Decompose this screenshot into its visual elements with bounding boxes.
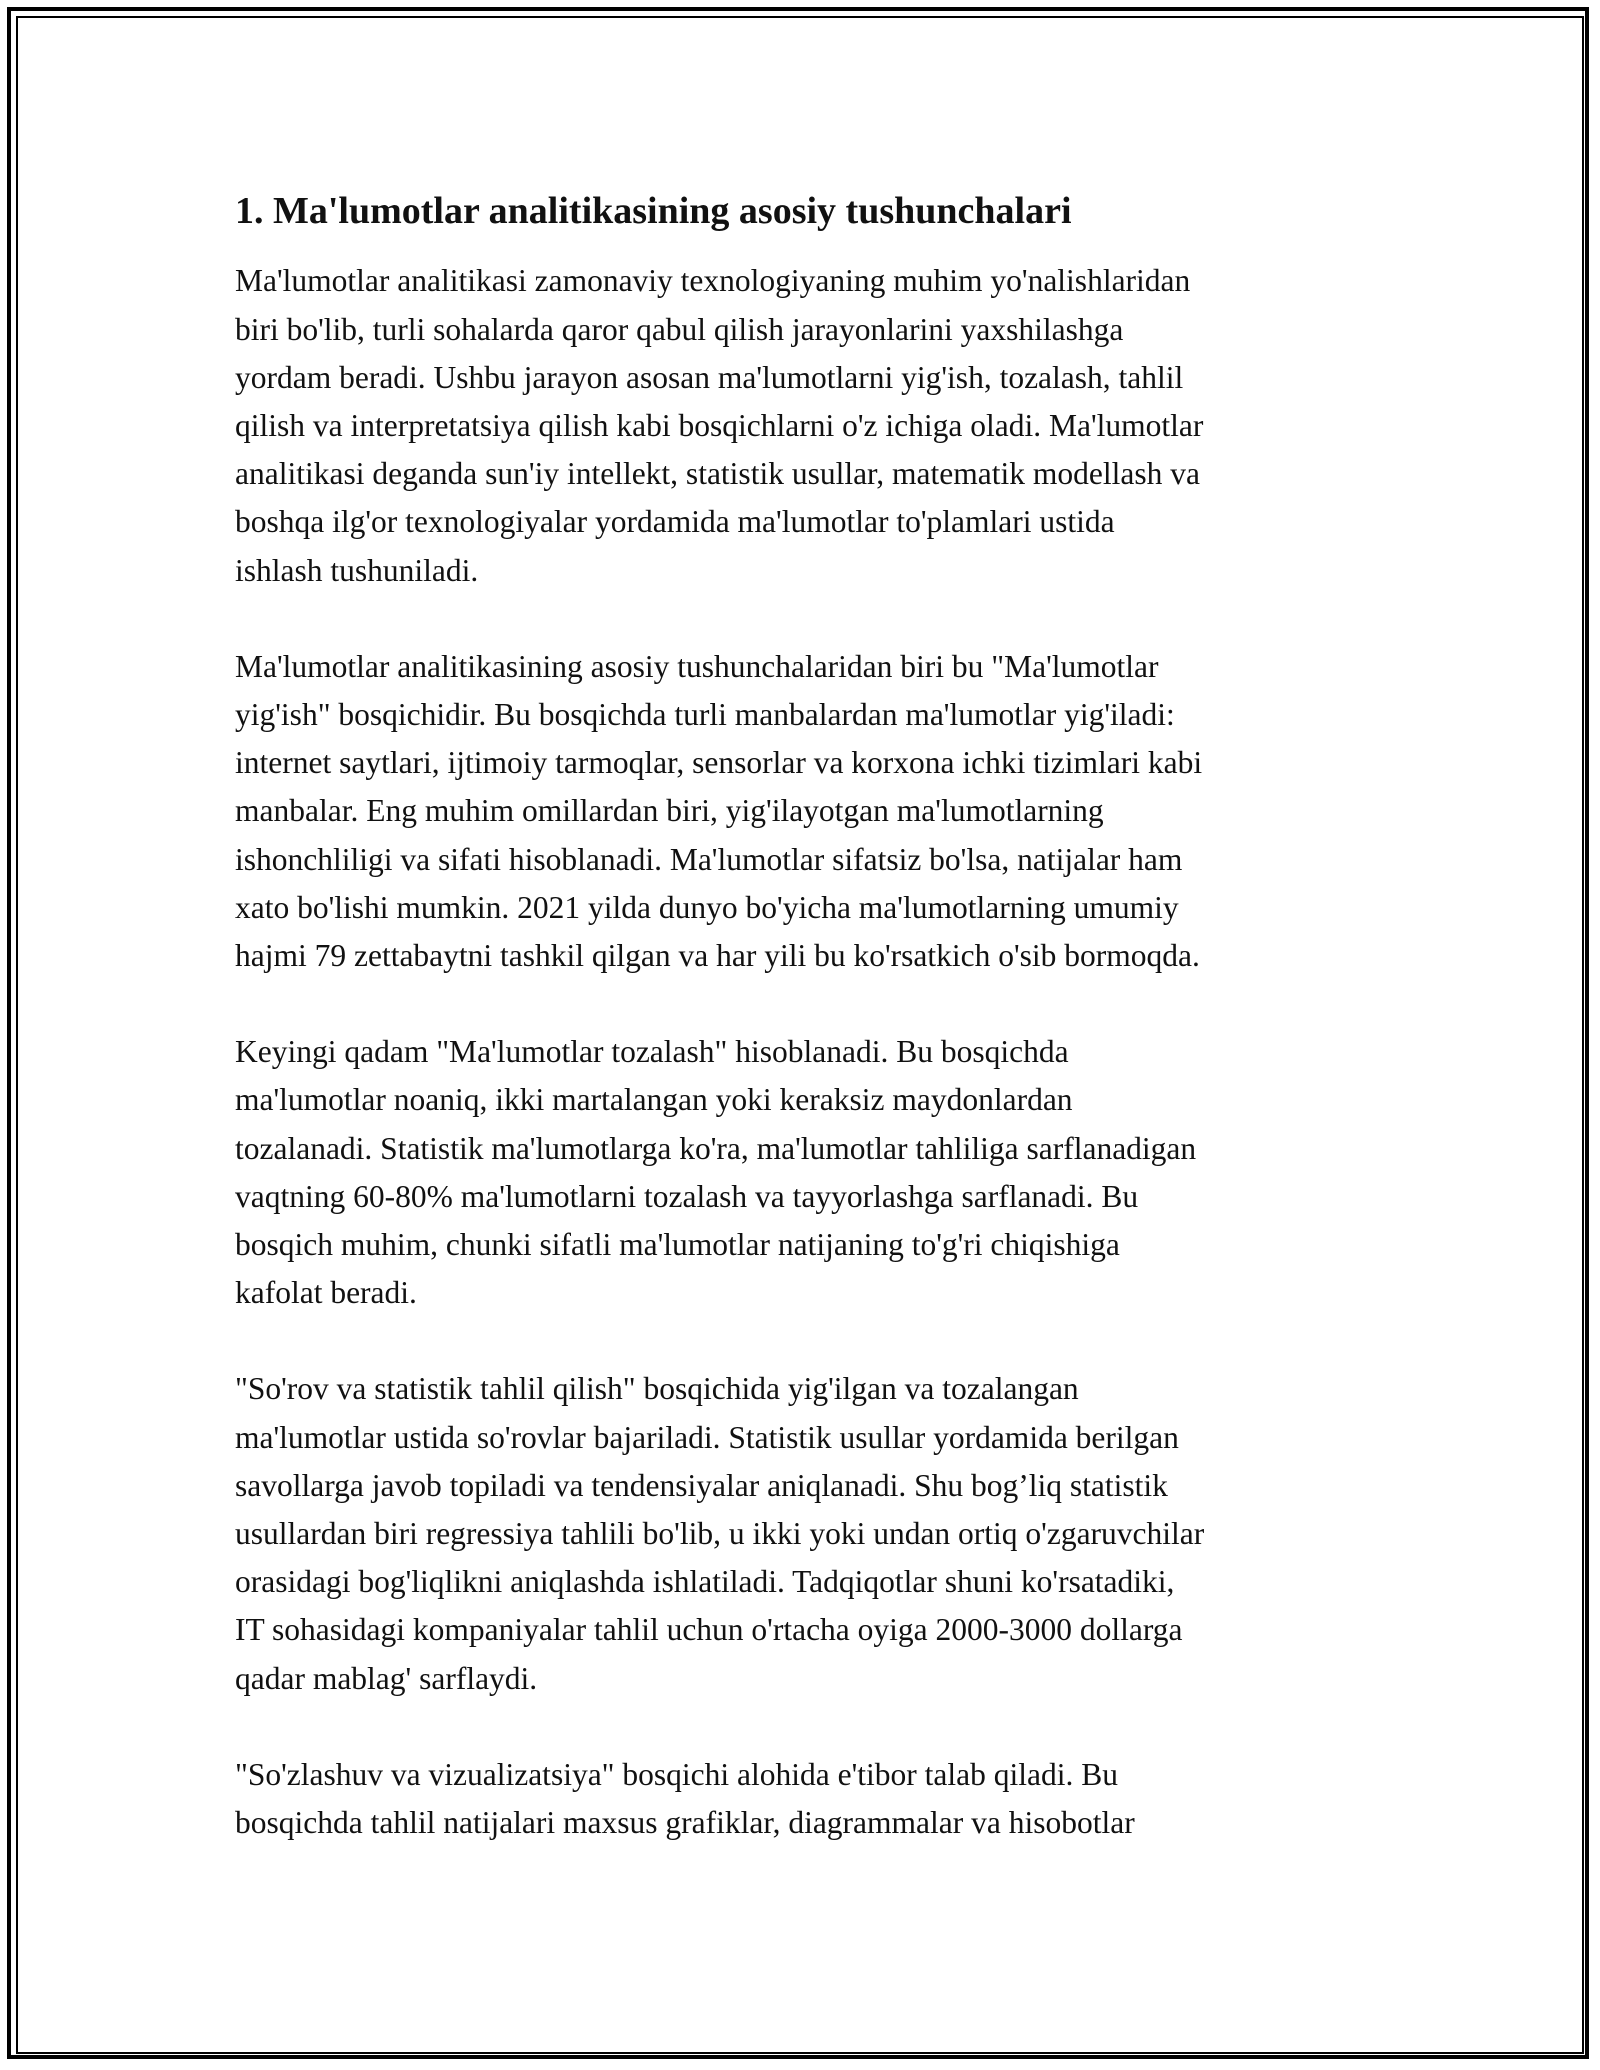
paragraph-intro: Ma'lumotlar analitikasi zamonaviy texnologiyaning muhim yo'nalishlaridan biri bo'lib, turli sohalarda qaror qabul qilish jarayonlarini yaxshilashga yordam beradi. Ushbu jarayon asosan ma'lumotlarni yig'ish, tozalash, tahlil qilish va interpretatsiya qilish kabi bosqichlarni o'z ichiga oladi. Ma'lumotlar analitikasi deganda sun'iy intellekt, statistik usullar, matematik modellash va boshqa ilg'or texnologiyalar yordamida ma'lumotlar to'plamlari ustida ishlash tushuniladi. bbox=[235, 263, 1204, 588]
paragraph-data-cleaning: Keyingi qadam "Ma'lumotlar tozalash" hisoblanadi. Bu bosqichda ma'lumotlar noaniq, ikki martalangan yoki keraksiz maydonlardan tozalanadi. Statistik ma'lumotlarga ko'ra, ma'lumotlar tahliliga sarflanadigan vaqtning 60-80% ma'lumotlarni tozalash va tayyorlashga sarflanadi. Bu bosqich muhim, chunki sifatli ma'lumotlar natijaning to'g'ri chiqishiga kafolat beradi. bbox=[235, 1034, 1197, 1311]
paragraph-statistical-analysis: "So'rov va statistik tahlil qilish" bosqichida yig'ilgan va tozalangan ma'lumotlar ustida so'rovlar bajariladi. Statistik usullar yordamida berilgan savollarga javob topiladi va tendensiyalar aniqlanadi. Shu bog’liq statistik usullardan biri regressiya tahlili bo'lib, u ikki yoki undan ortiq o'zgaruvchilar orasidagi bog'liqlikni aniqlashda ishlatiladi. Tadqiqotlar shuni ko'rsatadiki, IT sohasidagi kompaniyalar tahlil uchun o'rtacha oyiga 2000-3000 dollarga qadar mablag' sarflaydi. bbox=[235, 1371, 1205, 1696]
paragraph-visualization: "So'zlashuv va vizualizatsiya" bosqichi alohida e'tibor talab qiladi. Bu bosqichda tahlil natijalari maxsus grafiklar, diagrammalar va hisobotlar bbox=[235, 1756, 1135, 1841]
paragraph-data-collection: Ma'lumotlar analitikasining asosiy tushunchalaridan biri bu "Ma'lumotlar yig'ish" bosqichidir. Bu bosqichda turli manbalardan ma'lumotlar yig'iladi: internet saytlari, ijtimoiy tarmoqlar, sensorlar va korxona ichki tizimlari kabi manbalar. Eng muhim omillardan biri, yig'ilayotgan ma'lumotlarning ishonchliligi va sifati hisoblanadi. Ma'lumotlar sifatsiz bo'lsa, natijalar ham xato bo'lishi mumkin. 2021 yilda dunyo bo'yicha ma'lumotlarning umumiy hajmi 79 zettabaytni tashkil qilgan va har yili bu ko'rsatkich o'sib bormoqda. bbox=[235, 648, 1203, 974]
document-body bbox=[235, 187, 1375, 1895]
section-title: 1. Ma'lumotlar analitikasining asosiy tushunchalari bbox=[235, 190, 1072, 232]
